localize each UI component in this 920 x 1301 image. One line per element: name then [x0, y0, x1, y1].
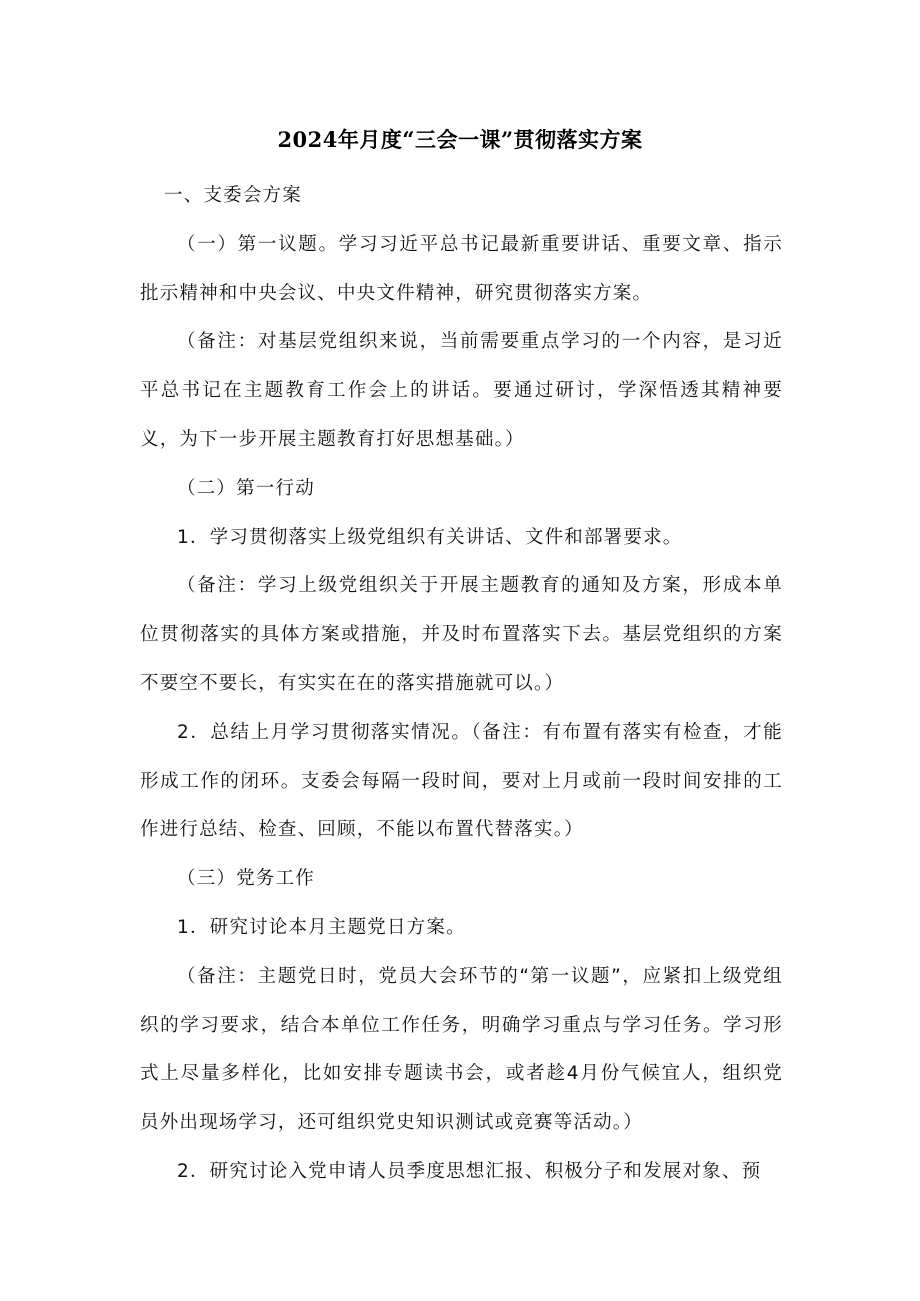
document-title: 2024年月度“三会一课”贯彻落实方案 [277, 127, 643, 152]
subsection-heading-2: （二）第一行动 [177, 477, 315, 499]
subsection-heading-3: （三）党务工作 [177, 868, 315, 890]
paragraph-item-2-2: 2．总结上月学习贯彻落实情况。（备注：有布置有落实有检查，才能形成工作的闭环。支委会每隔一段时间，要对上月或前一段时间安排的工作进行总结、检查、回顾，不能以布置代替落实。） [140, 721, 783, 841]
paragraph-item-1-first-topic: （一）第一议题。学习习近平总书记最新重要讲话、重要文章、指示批示精神和中央会议、中央文件精神，研究贯彻落实方案。 [140, 233, 783, 304]
paragraph-note-3: （备注：主题党日时，党员大会环节的“第一议题”，应紧扣上级党组织的学习要求，结合本单位工作任务，明确学习重点与学习任务。学习形式上尽量多样化，比如安排专题读书会，或者趁4月份气候宜人，组织党员外出现场学习，还可组织党史知识测试或竞赛等活动。） [140, 965, 783, 1134]
paragraph-note-1: （备注：对基层党组织来说，当前需要重点学习的一个内容，是习近平总书记在主题教育工作会上的讲话。要通过研讨，学深悟透其精神要义，为下一步开展主题教育打好思想基础。） [140, 331, 783, 450]
section-heading-1: 一、支委会方案 [164, 185, 302, 206]
paragraph-note-2: （备注：学习上级党组织关于开展主题教育的通知及方案，形成本单位贯彻落实的具体方案或措施，并及时布置落实下去。基层党组织的方案不要空不要长，有实实在在的落实措施就可以。） [140, 575, 783, 694]
paragraph-item-3-2: 2．研究讨论入党申请人员季度思想汇报、积极分子和发展对象、预 [177, 1160, 762, 1182]
paragraph-item-2-1: 1．学习贯彻落实上级党组织有关讲话、文件和部署要求。 [177, 526, 683, 548]
paragraph-item-3-1: 1．研究讨论本月主题党日方案。 [177, 916, 466, 938]
document-body [140, 172, 783, 1197]
